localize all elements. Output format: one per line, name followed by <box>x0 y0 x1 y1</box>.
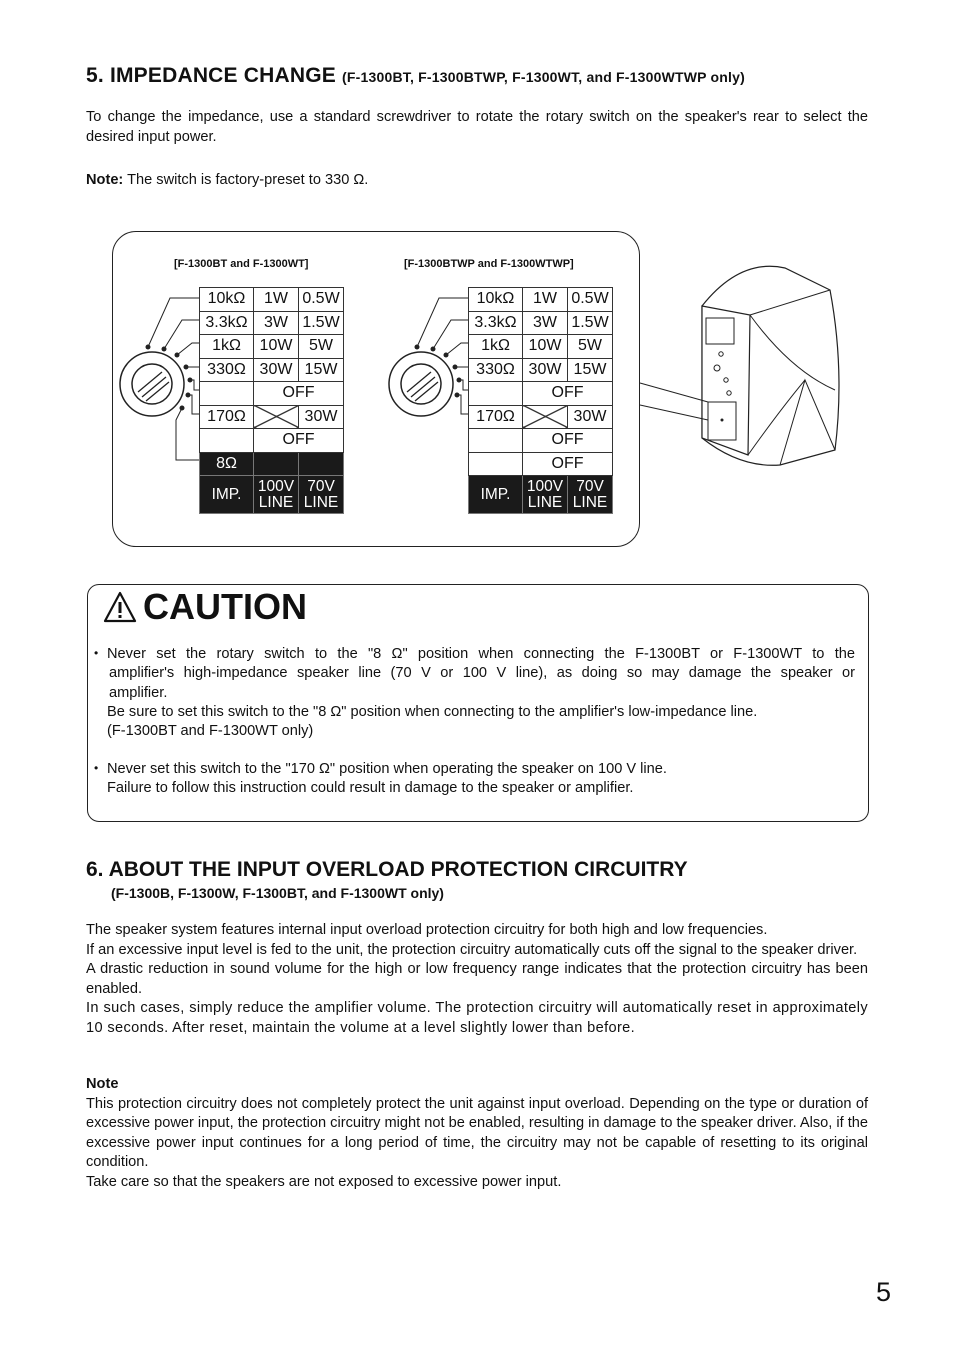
table-row: 3.3kΩ 3W 1.5W <box>200 311 344 335</box>
section5-title: 5. IMPEDANCE CHANGE <box>86 64 336 87</box>
table-row: OFF <box>469 452 613 476</box>
cross-cell <box>254 405 299 429</box>
section6-p1: The speaker system features internal input overload protection circuitry for both high and low frequencies. <box>86 922 768 938</box>
table-row: 10kΩ 1W 0.5W <box>200 288 344 312</box>
table-row: OFF <box>469 429 613 453</box>
section5-note <box>86 171 368 191</box>
table-row: 330Ω 30W 15W <box>200 358 344 382</box>
table-row: 170Ω 30W <box>469 405 613 429</box>
table-footer-row: IMP. 100V LINE 70V LINE <box>200 476 344 514</box>
table-row: OFF <box>469 382 613 406</box>
right-rotary-switch-icon <box>381 280 481 470</box>
cross-cell <box>523 405 568 429</box>
section6-note2: Take care so that the speakers are not exposed to excessive power input. <box>86 1173 562 1190</box>
bullet-dot: • <box>94 646 99 660</box>
left-impedance-table <box>199 287 344 514</box>
table-row: 10kΩ 1W 0.5W <box>469 288 613 312</box>
speaker-rear-illustration <box>630 260 870 470</box>
note-label: Note: <box>86 172 124 188</box>
table-row: 1kΩ 10W 5W <box>469 335 613 359</box>
caution-bullet-1: Never set the rotary switch to the "8 Ω" position when connecting the F-1300BT or F-1300WT to the amplifier's high-impedance speaker line (70 V or 100 V line), as doing so may damage the speaker or amplifier. Be sure to set this switch to the "8 Ω" position when connecting to the amplifier's low-impedance line. (F-1300BT and F-1300WT only) <box>107 646 855 740</box>
section6-note-label: Note <box>86 1076 119 1092</box>
note-text: The switch is factory-preset to 330 Ω. <box>127 172 369 188</box>
section6-body <box>86 921 868 1038</box>
section6-subtitle: (F-1300B, F-1300W, F-1300BT, and F-1300WT only) <box>111 885 444 901</box>
left-rotary-switch-icon <box>112 280 212 470</box>
diagram-right-caption: [F-1300BTWP and F-1300WTWP] <box>404 258 574 270</box>
section5-heading <box>86 64 745 88</box>
cross-cell <box>254 452 299 476</box>
table-row: 3.3kΩ 3W 1.5W <box>469 311 613 335</box>
section5-body: To change the impedance, use a standard screwdriver to rotate the rotary switch on the speaker's rear to select the desired input power. <box>86 109 868 145</box>
section6-p2: If an excessive input level is fed to the unit, the protection circuitry automatically cuts off the signal to the speaker driver. <box>86 941 858 958</box>
caution-heading <box>103 586 307 628</box>
right-impedance-table <box>468 287 613 514</box>
table-row: 8Ω <box>200 452 344 476</box>
table-footer-row: IMP. 100V LINE 70V LINE <box>469 476 613 514</box>
diagram-left-caption: [F-1300BT and F-1300WT] <box>174 258 309 270</box>
table-row: 170Ω 30W <box>200 405 344 429</box>
warning-triangle-icon <box>103 591 137 623</box>
table-row: OFF <box>200 382 344 406</box>
section6-p3: A drastic reduction in sound volume for the high or low frequency range indicates that the protection circuitry has been enabled. <box>86 961 868 997</box>
section6-title: 6. ABOUT THE INPUT OVERLOAD PROTECTION CIRCUITRY <box>86 858 688 881</box>
cross-cell <box>299 452 344 476</box>
table-row: OFF <box>200 429 344 453</box>
section6-note <box>86 1075 868 1192</box>
section6-note1: This protection circuitry does not completely protect the unit against input overload. Depending on the type or duration of excessive power input, the protection circuitry might not be enabled, resulting in damage to the speaker driver. Also, if the excessive power input continues for a long period of time, the circuitry may not be capable of resetting to its original condition. <box>86 1095 869 1170</box>
section6-p4: In such cases, simply reduce the amplifier volume. The protection circuitry will automatically reset in approximately 10 seconds. After reset, maintain the volume at a level slightly lower than before. <box>86 1000 868 1036</box>
bullet-dot: • <box>94 761 99 775</box>
section5-subtitle: (F-1300BT, F-1300BTWP, F-1300WT, and F-1300WTWP only) <box>342 69 745 85</box>
table-row: 330Ω 30W 15W <box>469 358 613 382</box>
caution-bullet-2: Never set this switch to the "170 Ω" position when operating the speaker on 100 V line. Failure to follow this instruction could result in damage to the speaker or amplifier. <box>107 761 667 797</box>
table-row: 1kΩ 10W 5W <box>200 335 344 359</box>
page-number: 5 <box>876 1277 892 1307</box>
caution-title: CAUTION <box>143 586 307 627</box>
